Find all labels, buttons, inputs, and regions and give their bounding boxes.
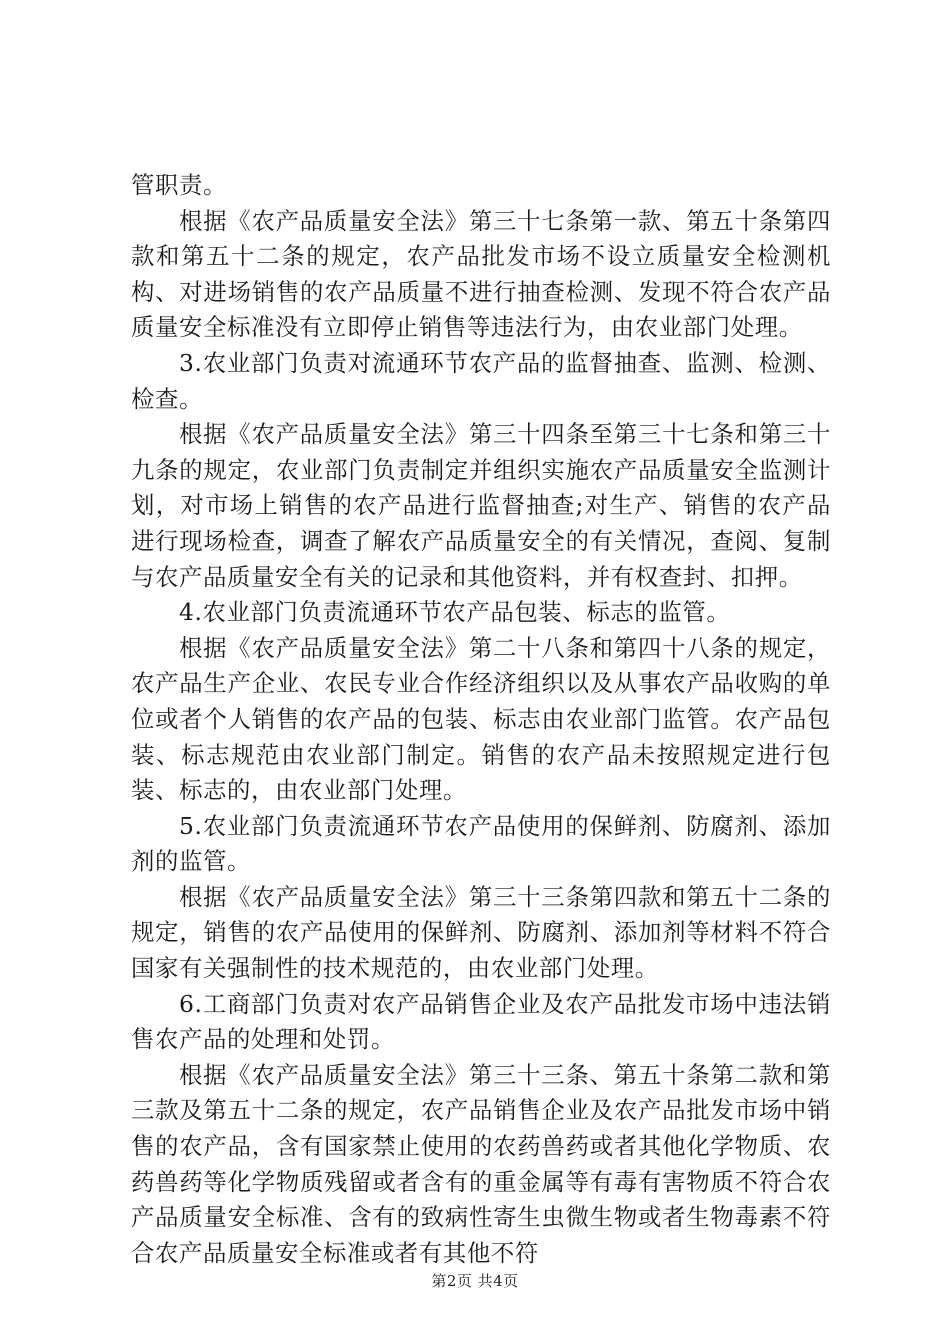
- paragraph-6: 根据《农产品质量安全法》第二十八条和第四十八条的规定，农产品生产企业、农民专业合作经济组织以及从事农产品收购的单位或者个人销售的农产品的包装、标志由农业部门监管。农产品包装、标志规范由农业部门制定。销售的农产品未按照规定进行包装、标志的，由农业部门处理。: [131, 633, 831, 805]
- page-number-footer: 第2页 共4页: [431, 1272, 519, 1290]
- paragraph-8: 根据《农产品质量安全法》第三十三条第四款和第五十二条的规定，销售的农产品使用的保鲜剂、防腐剂、添加剂等材料不符合国家有关强制性的技术规范的，由农业部门处理。: [131, 882, 831, 983]
- paragraph-3: 3.农业部门负责对流通环节农产品的监督抽查、监测、检测、检查。: [131, 348, 831, 413]
- paragraph-5: 4.农业部门负责流通环节农产品包装、标志的监管。: [179, 598, 731, 627]
- paragraph-10: 根据《农产品质量安全法》第三十三条、第五十条第二款和第三款及第五十二条的规定，农产品销售企业及农产品批发市场中销售的农产品，含有国家禁止使用的农药兽药或者其他化学物质、农药兽药等化学物质残留或者含有的重金属等有毒有害物质不符合农产品质量安全标准、含有的致病性寄生虫微生物或者生物毒素不符合农产品质量安全标准或者有其他不符: [131, 1060, 831, 1267]
- paragraph-2: 根据《农产品质量安全法》第三十七条第一款、第五十条第四款和第五十二条的规定，农产品批发市场不设立质量安全检测机构、对进场销售的农产品质量不进行抽查检测、发现不符合农产品质量安全标准没有立即停止销售等违法行为，由农业部门处理。: [131, 206, 831, 342]
- paragraph-7: 5.农业部门负责流通环节农产品使用的保鲜剂、防腐剂、添加剂的监管。: [131, 811, 831, 876]
- document-body: [131, 168, 831, 1271]
- paragraph-4: 根据《农产品质量安全法》第三十四条至第三十七条和第三十九条的规定，农业部门负责制定并组织实施农产品质量安全监测计划，对市场上销售的农产品进行监督抽查;对生产、销售的农产品进行现场检查，调查了解农产品质量安全的有关情况，查阅、复制与农产品质量安全有关的记录和其他资料，并有权查封、扣押。: [131, 420, 831, 591]
- paragraph-9: 6.工商部门负责对农产品销售企业及农产品批发市场中违法销售农产品的处理和处罚。: [131, 989, 831, 1054]
- paragraph-1: 管职责。: [131, 171, 227, 199]
